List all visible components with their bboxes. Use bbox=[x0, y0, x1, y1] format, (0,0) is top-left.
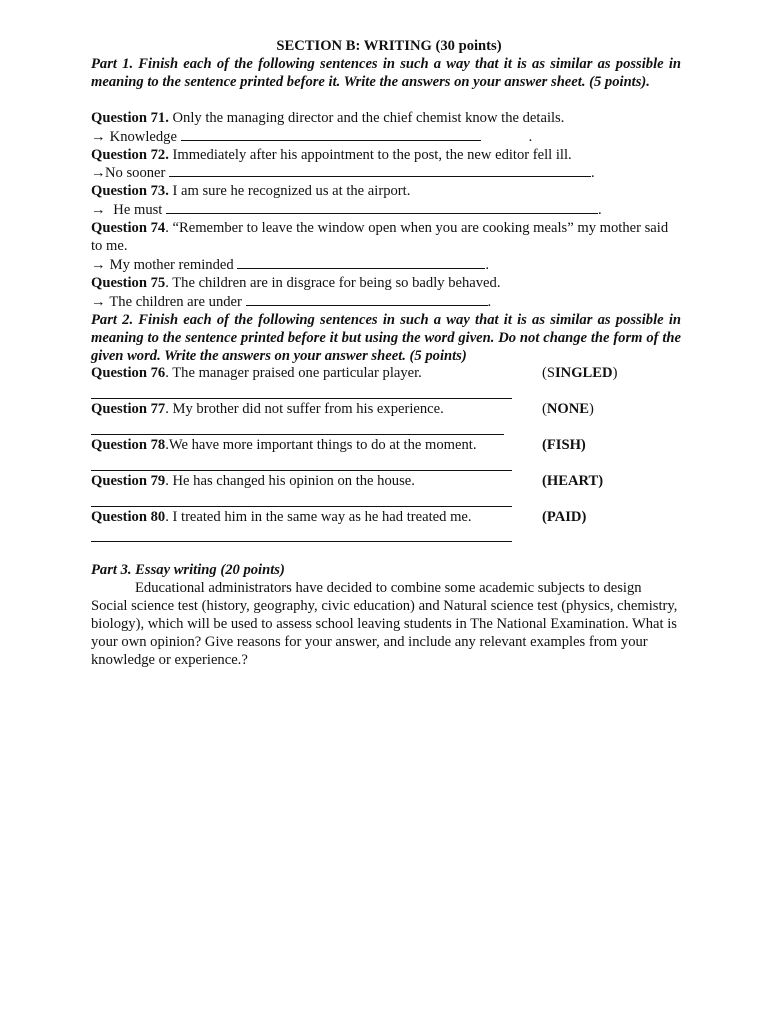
answer-prompt: My mother reminded bbox=[106, 256, 238, 273]
question-77 bbox=[91, 401, 681, 419]
answer-end: . bbox=[598, 202, 602, 219]
keyword bbox=[542, 401, 594, 419]
keyword-word: (FISH) bbox=[542, 436, 586, 453]
arrow-right-icon: → bbox=[91, 293, 106, 310]
question-number: Question 72. bbox=[91, 146, 169, 163]
answer-rule bbox=[91, 506, 512, 507]
question-text: . My brother did not suffer from his experience. bbox=[165, 401, 444, 418]
question-71 bbox=[91, 110, 681, 128]
answer-blank[interactable] bbox=[166, 201, 598, 214]
question-number: Question 79 bbox=[91, 472, 166, 489]
keyword-word: INGLED bbox=[554, 365, 613, 382]
arrow-right-icon: → bbox=[91, 256, 106, 273]
question-text: . “Remember to leave the window open when you are cooking meals” my mother said to me. bbox=[91, 220, 669, 255]
question-number: Question 76 bbox=[91, 365, 166, 382]
answer-prompt: The children are under bbox=[106, 293, 246, 310]
answer-line-74 bbox=[91, 256, 681, 275]
document-page bbox=[91, 38, 681, 670]
keyword bbox=[542, 437, 586, 455]
answer-prompt: Knowledge bbox=[106, 128, 181, 145]
question-text: . I treated him in the same way as he had treated me. bbox=[165, 508, 472, 525]
answer-line-78[interactable] bbox=[91, 455, 681, 473]
answer-line-75 bbox=[91, 293, 681, 312]
keyword-word: (HEART) bbox=[542, 472, 604, 489]
question-number: Question 77 bbox=[91, 401, 166, 418]
keyword-close: ) bbox=[589, 401, 594, 418]
answer-rule bbox=[91, 398, 512, 399]
answer-blank[interactable] bbox=[246, 293, 488, 306]
question-text: . He has changed his opinion on the house. bbox=[165, 472, 415, 489]
answer-line-77[interactable] bbox=[91, 419, 681, 437]
keyword-open: (S bbox=[542, 365, 555, 382]
question-text: . The manager praised one particular player. bbox=[165, 365, 422, 382]
answer-line-80[interactable] bbox=[91, 526, 681, 544]
question-text: Only the managing director and the chief chemist know the details. bbox=[168, 109, 565, 126]
spacer bbox=[91, 544, 681, 562]
question-number: Question 74 bbox=[91, 220, 166, 237]
answer-line-79[interactable] bbox=[91, 491, 681, 509]
answer-end: . bbox=[528, 128, 533, 145]
question-number: Question 80 bbox=[91, 508, 166, 525]
answer-rule bbox=[91, 470, 512, 471]
keyword-open: ( bbox=[542, 401, 547, 418]
question-76 bbox=[91, 365, 681, 383]
answer-end: . bbox=[591, 165, 595, 182]
question-text: Immediately after his appointment to the post, the new editor fell ill. bbox=[168, 146, 572, 163]
question-75 bbox=[91, 275, 681, 293]
question-number: Question 73. bbox=[91, 183, 169, 200]
answer-rule bbox=[91, 541, 512, 542]
answer-blank[interactable] bbox=[181, 128, 481, 141]
answer-line-76[interactable] bbox=[91, 383, 681, 401]
answer-end: . bbox=[485, 256, 489, 273]
keyword bbox=[542, 509, 586, 527]
answer-blank[interactable] bbox=[169, 164, 591, 177]
part3-title: Part 3. Essay writing (20 points) bbox=[91, 562, 285, 579]
question-72 bbox=[91, 147, 681, 165]
question-text: . The children are in disgrace for being so badly behaved. bbox=[165, 274, 501, 291]
keyword bbox=[542, 473, 603, 491]
question-73 bbox=[91, 183, 681, 201]
question-number: Question 78 bbox=[91, 436, 166, 453]
keyword bbox=[542, 365, 617, 383]
section-title: SECTION B: WRITING (30 points) bbox=[276, 38, 502, 54]
question-79 bbox=[91, 473, 681, 491]
answer-line-73 bbox=[91, 201, 681, 220]
question-text: I am sure he recognized us at the airport. bbox=[168, 183, 411, 200]
question-number: Question 75 bbox=[91, 274, 166, 291]
answer-blank[interactable] bbox=[237, 256, 485, 269]
answer-line-71 bbox=[91, 128, 681, 147]
question-80 bbox=[91, 509, 681, 527]
keyword-close: ) bbox=[612, 365, 618, 382]
answer-prompt: No sooner bbox=[105, 165, 170, 182]
keyword-word: (PAID) bbox=[542, 508, 587, 525]
answer-line-72 bbox=[91, 164, 681, 183]
question-text: .We have more important things to do at the moment. bbox=[165, 436, 477, 453]
essay-prompt: Educational administrators have decided to combine some academic subjects to design Social science test (history, geography, civic education) and Natural science test (physics, chemistry, biology), which will be used to assess school leaving students in The National Examination. What is your own opinion? Give reasons for your answer, and include any relevant examples from your knowledge or experience.? bbox=[91, 580, 678, 668]
arrow-right-icon: → bbox=[91, 202, 106, 219]
keyword-word: NONE bbox=[546, 401, 590, 418]
answer-prompt: He must bbox=[106, 202, 166, 219]
question-78 bbox=[91, 437, 681, 455]
spacer bbox=[91, 92, 681, 110]
answer-rule bbox=[91, 434, 504, 435]
arrow-right-icon: → bbox=[91, 128, 106, 145]
part1-instruction: Part 1. Finish each of the following sentences in such a way that it is as similar as possible in meaning to the sentence printed before it. Write the answers on your answer sheet. (5 points). bbox=[91, 55, 681, 90]
answer-end: . bbox=[487, 293, 492, 310]
arrow-right-icon: → bbox=[91, 165, 106, 182]
question-number: Question 71. bbox=[91, 109, 169, 126]
question-74 bbox=[91, 220, 681, 256]
part2-instruction: Part 2. Finish each of the following sentences in such a way that it is as similar as possible in meaning to the sentence printed before it but using the word given. Do not change the form of the given word. Write the answers on your answer sheet. (5 points) bbox=[91, 311, 681, 364]
